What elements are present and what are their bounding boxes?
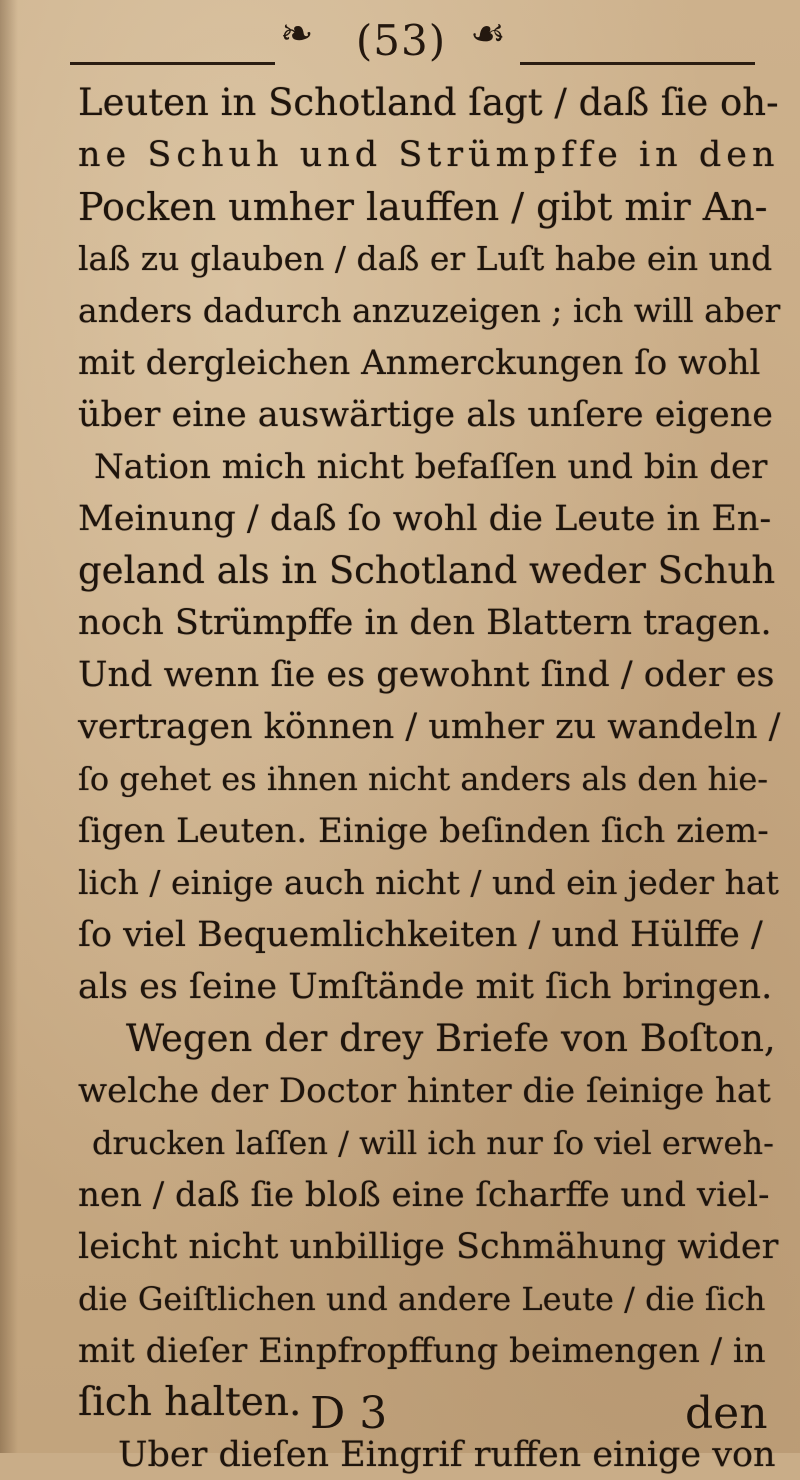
text-line: noch Strümpffe in den Blattern tragen. xyxy=(78,603,772,643)
text-line: Leuten in Schotland ſagt / daß ſie oh- xyxy=(78,81,779,124)
text-line: die Geiſtlichen und andere Leute / die ſich xyxy=(78,1280,766,1318)
text-line: ſigen Leuten. Einige beſinden ſich ziem- xyxy=(78,811,769,851)
fleuron-right-icon: ☙ xyxy=(470,11,506,57)
text-line: Wegen der drey Briefe von Boſton, xyxy=(126,1017,776,1060)
text-line: Und wenn ſie es gewohnt ſind / oder es xyxy=(78,655,775,695)
catchword: den xyxy=(685,1388,768,1439)
signature-mark: D 3 xyxy=(310,1388,388,1439)
text-line: mit dergleichen Anmerckungen ſo wohl xyxy=(78,343,761,383)
text-line: vertragen können / umher zu wandeln / xyxy=(78,707,781,747)
gutter-shadow xyxy=(0,0,18,1453)
running-head xyxy=(0,6,800,76)
header-rule-right xyxy=(520,62,755,65)
text-line: lich / einige auch nicht / und ein jeder hat xyxy=(78,863,779,902)
text-line: leicht nicht unbillige Schmähung wider xyxy=(78,1227,779,1267)
text-line: als es ſeine Umſtände mit ſich bringen. xyxy=(78,967,773,1007)
text-line: mit dieſer Einpfropffung beimengen / in xyxy=(78,1331,766,1371)
header-rule-left xyxy=(70,62,275,65)
text-line: Nation mich nicht befaſſen und bin der xyxy=(94,447,768,487)
text-line: ſo viel Bequemlichkeiten / und Hülffe / xyxy=(78,915,763,955)
text-line: ſo gehet es ihnen nicht anders als den hie- xyxy=(78,760,769,798)
text-line: laß zu glauben / daß er Luſt habe ein und xyxy=(78,239,773,278)
fleuron-left-icon: ❧ xyxy=(280,11,314,57)
text-line: ſich halten. xyxy=(78,1380,302,1425)
text-line: anders dadurch anzuzeigen ; ich will aber xyxy=(78,291,781,330)
text-line: ne Schuh und Strümpffe in den xyxy=(78,135,780,175)
text-line: Meinung / daß ſo wohl die Leute in En- xyxy=(78,499,772,539)
page-number: (53) xyxy=(355,16,447,65)
text-line: welche der Doctor hinter die ſeinige hat xyxy=(78,1071,771,1111)
text-line: geland als in Schotland weder Schuh xyxy=(78,549,776,592)
text-line: nen / daß ſie bloß eine ſcharffe und viel- xyxy=(78,1175,770,1215)
text-line: Pocken umher lauffen / gibt mir An- xyxy=(78,185,768,229)
text-line: über eine auswärtige als unſere eigene xyxy=(78,395,773,435)
text-line: Uber dieſen Eingrif ruffen einige von xyxy=(118,1435,776,1475)
text-line: drucken laſſen / will ich nur ſo viel erweh- xyxy=(92,1124,774,1162)
